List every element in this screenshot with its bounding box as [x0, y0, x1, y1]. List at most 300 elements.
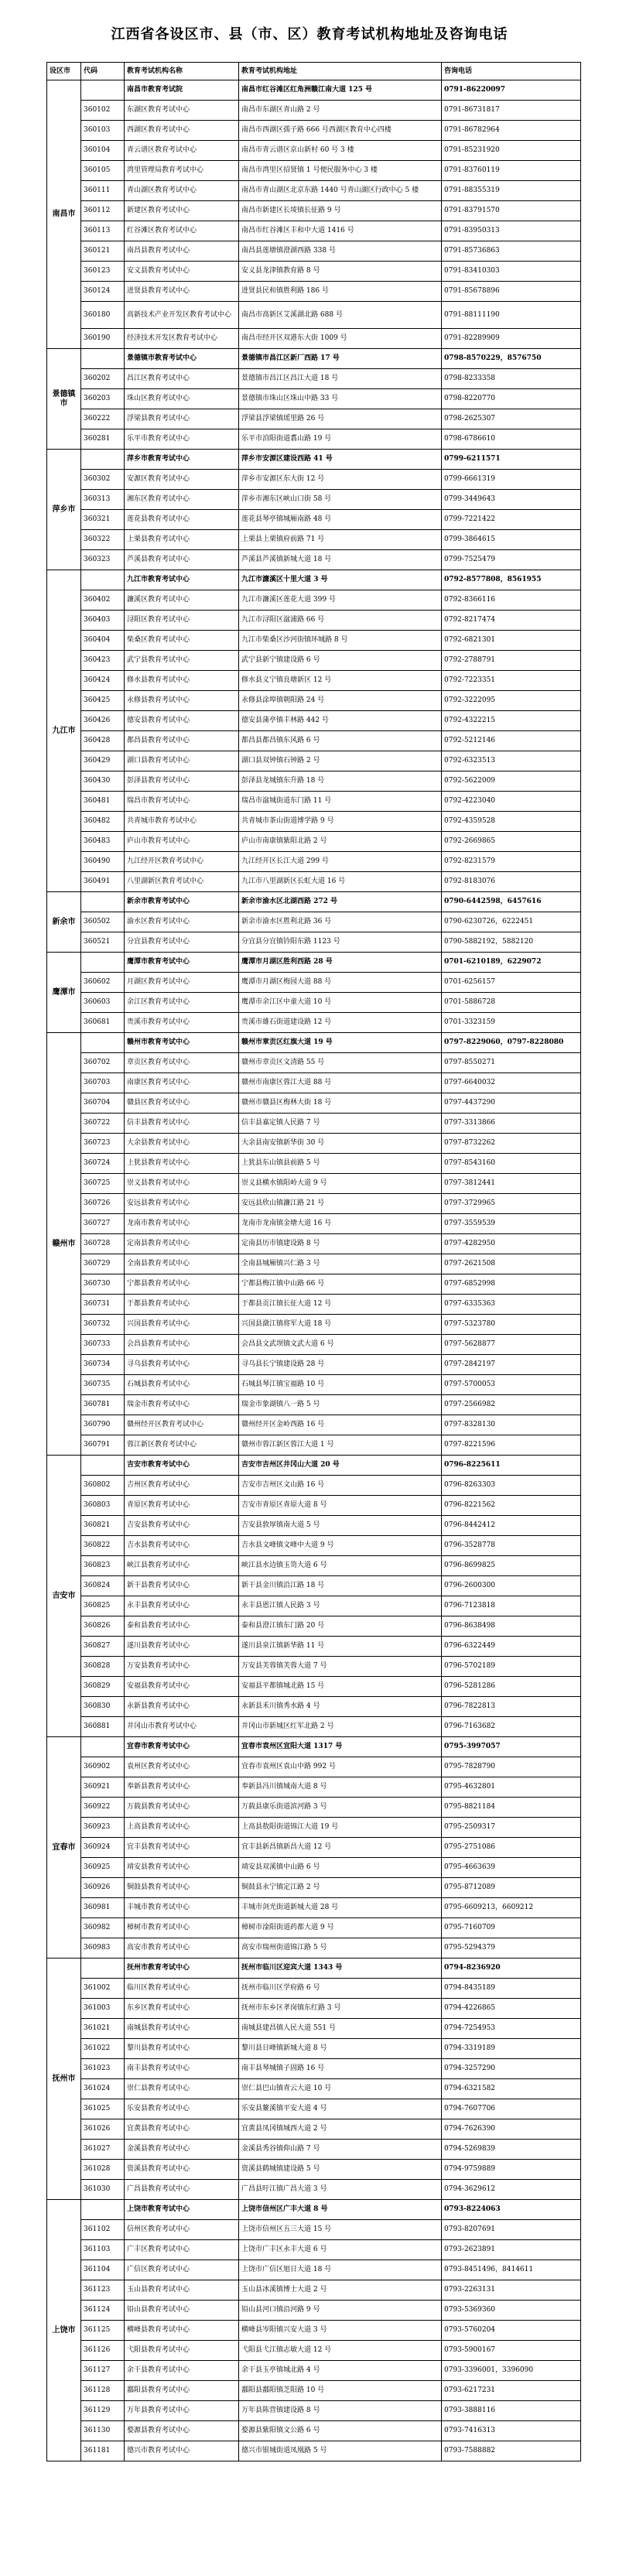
phone-cell: 0796-7163682: [442, 1717, 581, 1737]
address-cell: 九江市濂溪区莲花大道 399 号: [239, 590, 442, 611]
code-cell: 360124: [81, 282, 125, 302]
institution-name-cell: 丰城市教育考试中心: [125, 1898, 239, 1918]
phone-cell: 0790-6230726，6222451: [442, 912, 581, 932]
address-cell: 于都县贡江镇长征大道 12 号: [239, 1295, 442, 1315]
table-row: [47, 570, 581, 590]
institution-name-cell: 赣州经开区教育考试中心: [125, 1415, 239, 1435]
address-cell: 九江经开区长江大道 299 号: [239, 852, 442, 872]
table-row: [47, 1114, 581, 1134]
phone-cell: 0796-7822813: [442, 1697, 581, 1717]
institution-name-cell: 南昌市教育考试院: [125, 80, 239, 101]
address-cell: 崇仁县巴山镇青云大道 10 号: [239, 2079, 442, 2099]
phone-cell: 0793-2263131: [442, 2280, 581, 2301]
code-cell: 361022: [81, 2039, 125, 2059]
table-row: [47, 751, 581, 771]
institution-name-cell: 兴国县教育考试中心: [125, 1315, 239, 1335]
phone-cell: 0791-86731817: [442, 101, 581, 121]
table-row: [47, 671, 581, 691]
phone-cell: 0798-8233358: [442, 369, 581, 389]
table-row: [47, 2341, 581, 2361]
table-row: [47, 912, 581, 932]
code-cell: 360922: [81, 1798, 125, 1818]
code-cell: 360924: [81, 1838, 125, 1858]
address-cell: 宁都县梅江镇中山路 66 号: [239, 1274, 442, 1295]
address-cell: 兴国县潋江镇将军大道 18 号: [239, 1315, 442, 1335]
phone-cell: 0795-4663639: [442, 1858, 581, 1878]
address-cell: 永修县涂埠镇朝阳路 24 号: [239, 691, 442, 711]
table-row: [47, 262, 581, 282]
phone-cell: 0791-85678896: [442, 282, 581, 302]
region-cell: 宜春市: [47, 1737, 81, 1959]
phone-cell: 0794-5269839: [442, 2140, 581, 2160]
table-row: [47, 1878, 581, 1898]
address-cell: 安远县欣山镇濂江路 21 号: [239, 1194, 442, 1214]
phone-cell: 0797-5323780: [442, 1315, 581, 1335]
institution-name-cell: 瑞昌市教育考试中心: [125, 792, 239, 812]
address-cell: 莲花县琴亭镇城厢南路 48 号: [239, 510, 442, 530]
code-cell: 360829: [81, 1677, 125, 1697]
institution-name-cell: 泰和县教育考试中心: [125, 1616, 239, 1637]
code-cell: 360704: [81, 1093, 125, 1114]
address-cell: 吉安市吉州区文山路 16 号: [239, 1476, 442, 1496]
table-row: [47, 1657, 581, 1677]
institution-name-cell: 进贤县教育考试中心: [125, 282, 239, 302]
table-row: [47, 2079, 581, 2099]
phone-cell: 0796-8221562: [442, 1496, 581, 1516]
institution-name-cell: 赣县区教育考试中心: [125, 1093, 239, 1114]
table-row: [47, 892, 581, 912]
code-cell: 360731: [81, 1295, 125, 1315]
table-row: [47, 771, 581, 792]
table-row: [47, 141, 581, 161]
code-cell: 360781: [81, 1395, 125, 1415]
table-row: [47, 611, 581, 631]
table-row: [47, 1898, 581, 1918]
phone-cell: 0792-5622009: [442, 771, 581, 792]
phone-cell: 0791-88111190: [442, 302, 581, 329]
institution-name-cell: 蓉江新区教育考试中心: [125, 1435, 239, 1456]
table-row: [47, 550, 581, 570]
institution-name-cell: 峡江县教育考试中心: [125, 1556, 239, 1576]
code-cell: 360921: [81, 1777, 125, 1798]
institution-name-cell: 新干县教育考试中心: [125, 1576, 239, 1596]
region-cell: 上饶市: [47, 2200, 81, 2461]
table-row: [47, 2099, 581, 2119]
phone-cell: 0793-8224063: [442, 2200, 581, 2220]
address-cell: 萍乡市安源区建设西路 41 号: [239, 450, 442, 470]
table-row: [47, 1516, 581, 1536]
table-row: [47, 812, 581, 832]
code-cell: 360521: [81, 932, 125, 953]
code-cell: 360827: [81, 1637, 125, 1657]
table-row: [47, 349, 581, 369]
phone-cell: 0799-6661319: [442, 470, 581, 490]
institution-name-cell: 都昌县教育考试中心: [125, 731, 239, 751]
phone-cell: 0797-6852998: [442, 1274, 581, 1295]
code-cell: 360402: [81, 590, 125, 611]
phone-cell: 0701-5886728: [442, 993, 581, 1013]
table-row: [47, 1315, 581, 1335]
address-cell: 资溪县鹤城镇建设路 5 号: [239, 2160, 442, 2180]
institution-name-cell: 瑞金市教育考试中心: [125, 1395, 239, 1415]
address-cell: 宜春市袁州区宜阳大道 1317 号: [239, 1737, 442, 1757]
table-row: [47, 1697, 581, 1717]
table-row: [47, 1918, 581, 1938]
address-cell: 宜春市袁州区袁山中路 992 号: [239, 1757, 442, 1777]
table-row: [47, 1295, 581, 1315]
table-row: [47, 1375, 581, 1395]
institution-name-cell: 黎川县教育考试中心: [125, 2039, 239, 2059]
phone-cell: 0794-8435189: [442, 1979, 581, 1999]
institution-name-cell: 永修县教育考试中心: [125, 691, 239, 711]
institution-name-cell: 西湖区教育考试中心: [125, 121, 239, 141]
code-cell: 360430: [81, 771, 125, 792]
phone-cell: 0791-83760119: [442, 161, 581, 181]
table-row: [47, 389, 581, 409]
table-row: [47, 2280, 581, 2301]
table-row: [47, 1838, 581, 1858]
code-cell: 360923: [81, 1818, 125, 1838]
code-cell: 360982: [81, 1918, 125, 1938]
table-row: [47, 1033, 581, 1053]
phone-cell: 0797-8550271: [442, 1053, 581, 1073]
institution-name-cell: 吉水县教育考试中心: [125, 1536, 239, 1556]
institution-name-cell: 新余市教育考试中心: [125, 892, 239, 912]
institution-name-cell: 婺源县教育考试中心: [125, 2421, 239, 2441]
institution-name-cell: 湾里管理局教育考试中心: [125, 161, 239, 181]
address-cell: 景德镇市昌江区新厂西路 17 号: [239, 349, 442, 369]
phone-cell: 0799-3864615: [442, 530, 581, 550]
address-cell: 弋阳县弋江镇志敏大道 12 号: [239, 2341, 442, 2361]
phone-cell: 0792-6323513: [442, 751, 581, 771]
table-row: [47, 510, 581, 530]
institution-name-cell: 贵溪市教育考试中心: [125, 1013, 239, 1033]
address-cell: 南昌市湾里区招贤镇 1 号便民服务中心 3 楼: [239, 161, 442, 181]
table-row: [47, 1053, 581, 1073]
phone-cell: 0797-3812441: [442, 1174, 581, 1194]
institution-name-cell: 上高县教育考试中心: [125, 1818, 239, 1838]
address-cell: 遂川县泉江镇新华路 11 号: [239, 1637, 442, 1657]
phone-cell: 0797-8543160: [442, 1154, 581, 1174]
institution-name-cell: 武宁县教育考试中心: [125, 651, 239, 671]
phone-cell: 0797-2842197: [442, 1355, 581, 1375]
address-cell: 赣州市章贡区红旗大道 19 号: [239, 1033, 442, 1053]
code-cell: 361103: [81, 2240, 125, 2260]
table-row: [47, 1596, 581, 1616]
code-cell: 361128: [81, 2381, 125, 2401]
address-cell: 萍乡市湘东区峡山口街 58 号: [239, 490, 442, 510]
institution-name-cell: 浔阳区教育考试中心: [125, 611, 239, 631]
code-cell: 360428: [81, 731, 125, 751]
institution-name-cell: 遂川县教育考试中心: [125, 1637, 239, 1657]
code-cell: 360103: [81, 121, 125, 141]
phone-cell: 0794-7626390: [442, 2119, 581, 2140]
address-cell: 鹰潭市余江区中童大道 10 号: [239, 993, 442, 1013]
region-cell: 吉安市: [47, 1456, 81, 1737]
phone-cell: 0796-2600300: [442, 1576, 581, 1596]
table-row: [47, 1154, 581, 1174]
table-row: [47, 1134, 581, 1154]
table-row: [47, 691, 581, 711]
phone-cell: 0796-8638498: [442, 1616, 581, 1637]
address-cell: 上饶市广信区旭日大道 18 号: [239, 2260, 442, 2280]
code-cell: 360313: [81, 490, 125, 510]
address-cell: 景德镇市昌江区昌江大道 18 号: [239, 369, 442, 389]
phone-cell: 0797-3559539: [442, 1214, 581, 1234]
institution-name-cell: 吉安市教育考试中心: [125, 1456, 239, 1476]
address-cell: 都昌县都昌镇东风路 6 号: [239, 731, 442, 751]
institution-name-cell: 广信区教育考试中心: [125, 2260, 239, 2280]
address-cell: 泰和县澄江镇东门路 20 号: [239, 1616, 442, 1637]
institution-name-cell: 经济技术开发区教育考试中心: [125, 329, 239, 349]
address-cell: 南昌市青山湖区北京东路 1440 号青山湖区行政中心 5 楼: [239, 181, 442, 201]
code-cell: 360790: [81, 1415, 125, 1435]
code-cell: 360490: [81, 852, 125, 872]
address-cell: 石城县琴江镇宝福路 10 号: [239, 1375, 442, 1395]
region-cell: 鹰潭市: [47, 953, 81, 1033]
institution-name-cell: 樟树市教育考试中心: [125, 1918, 239, 1938]
address-cell: 上饶市信州区广丰大道 8 号: [239, 2200, 442, 2220]
phone-cell: 0792-4322215: [442, 711, 581, 731]
code-cell: 360423: [81, 651, 125, 671]
phone-cell: 0792-2669865: [442, 832, 581, 852]
table-row: [47, 2160, 581, 2180]
address-cell: 婺源县紫阳镇文公路 6 号: [239, 2421, 442, 2441]
address-cell: 南昌市红谷滩区丰和中大道 1416 号: [239, 221, 442, 241]
address-cell: 武宁县新宁镇建设路 6 号: [239, 651, 442, 671]
phone-cell: 0793-8451496，8414611: [442, 2260, 581, 2280]
institution-name-cell: 抚州市教育考试中心: [125, 1959, 239, 1979]
phone-cell: 0797-6335363: [442, 1295, 581, 1315]
table-row: [47, 872, 581, 892]
phone-cell: 0791-88355319: [442, 181, 581, 201]
institution-name-cell: 信丰县教育考试中心: [125, 1114, 239, 1134]
address-cell: 信丰县嘉定镇人民路 7 号: [239, 1114, 442, 1134]
address-cell: 上犹县东山镇县前路 5 号: [239, 1154, 442, 1174]
code-cell: 360403: [81, 611, 125, 631]
address-cell: 上栗县上栗镇府前路 71 号: [239, 530, 442, 550]
code-cell: 360925: [81, 1858, 125, 1878]
table-row: [47, 450, 581, 470]
code-cell: 361027: [81, 2140, 125, 2160]
phone-cell: 0794-3629612: [442, 2180, 581, 2200]
phone-cell: 0792-6821301: [442, 631, 581, 651]
phone-cell: 0792-3222095: [442, 691, 581, 711]
address-cell: 铜鼓县永宁镇定江路 2 号: [239, 1878, 442, 1898]
table-row: [47, 1496, 581, 1516]
address-cell: 南丰县琴城镇子固路 16 号: [239, 2059, 442, 2079]
institution-name-cell: 南城县教育考试中心: [125, 2019, 239, 2039]
address-cell: 上饶市信州区五三大道 15 号: [239, 2220, 442, 2240]
address-cell: 南昌市西湖区孺子路 666 号西湖区教育中心四楼: [239, 121, 442, 141]
institution-name-cell: 珠山区教育考试中心: [125, 389, 239, 409]
institution-name-cell: 上栗县教育考试中心: [125, 530, 239, 550]
code-cell: 361102: [81, 2220, 125, 2240]
address-cell: 庐山市南康镇紫阳北路 2 号: [239, 832, 442, 852]
table-row: [47, 1214, 581, 1234]
address-cell: 永新县禾川镇秀水路 4 号: [239, 1697, 442, 1717]
table-row: [47, 221, 581, 241]
institution-name-cell: 寻乌县教育考试中心: [125, 1355, 239, 1375]
table-row: [47, 1234, 581, 1254]
institution-name-cell: 信州区教育考试中心: [125, 2220, 239, 2240]
institution-name-cell: 袁州区教育考试中心: [125, 1757, 239, 1777]
table-row: [47, 1194, 581, 1214]
code-cell: 360791: [81, 1435, 125, 1456]
code-cell: 361002: [81, 1979, 125, 1999]
table-row: [47, 2301, 581, 2321]
address-cell: 奉新县冯川镇城南大道 8 号: [239, 1777, 442, 1798]
institution-name-cell: 红谷滩区教育考试中心: [125, 221, 239, 241]
phone-cell: 0793-7588882: [442, 2441, 581, 2461]
region-cell: 九江市: [47, 570, 81, 892]
address-cell: 赣州市赣县区梅林大街 18 号: [239, 1093, 442, 1114]
institution-name-cell: 铅山县教育考试中心: [125, 2301, 239, 2321]
institution-name-cell: 南昌县教育考试中心: [125, 241, 239, 262]
institution-name-cell: 乐安县教育考试中心: [125, 2099, 239, 2119]
table-row: [47, 282, 581, 302]
code-cell: 360483: [81, 832, 125, 852]
institution-name-cell: 乐平市教育考试中心: [125, 429, 239, 450]
code-cell: 360803: [81, 1496, 125, 1516]
phone-cell: 0793-5760204: [442, 2321, 581, 2341]
phone-cell: 0792-8366116: [442, 590, 581, 611]
phone-cell: 0797-8328130: [442, 1415, 581, 1435]
table-row: [47, 329, 581, 349]
address-cell: 大余县南安镇新华街 30 号: [239, 1134, 442, 1154]
address-cell: 萍乡市安源区东大街 12 号: [239, 470, 442, 490]
code-cell: 360502: [81, 912, 125, 932]
phone-cell: 0796-3528778: [442, 1536, 581, 1556]
address-cell: 南昌市红谷滩区红角洲赣江南大道 125 号: [239, 80, 442, 101]
address-cell: 广昌县旴江镇广昌大道 3 号: [239, 2180, 442, 2200]
institution-name-cell: 奉新县教育考试中心: [125, 1777, 239, 1798]
institution-name-cell: 横峰县教育考试中心: [125, 2321, 239, 2341]
table-body: [47, 80, 581, 2461]
institution-name-cell: 濂溪区教育考试中心: [125, 590, 239, 611]
address-cell: 新余市渝水区北湖西路 272 号: [239, 892, 442, 912]
institution-name-cell: 莲花县教育考试中心: [125, 510, 239, 530]
table-row: [47, 792, 581, 812]
code-cell: 360729: [81, 1254, 125, 1274]
institution-name-cell: 分宜县教育考试中心: [125, 932, 239, 953]
code-cell: 360481: [81, 792, 125, 812]
code-cell: 360725: [81, 1174, 125, 1194]
code-cell: 360881: [81, 1717, 125, 1737]
phone-cell: 0793-5900167: [442, 2341, 581, 2361]
phone-cell: 0791-83410303: [442, 262, 581, 282]
institution-name-cell: 南康区教育考试中心: [125, 1073, 239, 1093]
code-cell: 360822: [81, 1536, 125, 1556]
code-cell: 361181: [81, 2441, 125, 2461]
code-cell: 360821: [81, 1516, 125, 1536]
region-cell: 萍乡市: [47, 450, 81, 570]
table-header-row: [47, 63, 581, 80]
table-row: [47, 369, 581, 389]
header-address: 教育考试机构地址: [239, 63, 442, 80]
phone-cell: 0797-2621508: [442, 1254, 581, 1274]
phone-cell: 0795-5294379: [442, 1938, 581, 1959]
phone-cell: 0797-3313866: [442, 1114, 581, 1134]
code-cell: [81, 570, 125, 590]
table-row: [47, 302, 581, 329]
phone-cell: 0795-6609213，6609212: [442, 1898, 581, 1918]
code-cell: 360983: [81, 1938, 125, 1959]
address-cell: 彭泽县龙城镇东升路 18 号: [239, 771, 442, 792]
address-cell: 高安市瑞州街道锦江路 5 号: [239, 1938, 442, 1959]
region-cell: 赣州市: [47, 1033, 81, 1456]
region-cell: 南昌市: [47, 80, 81, 349]
institution-name-cell: 宜丰县教育考试中心: [125, 1838, 239, 1858]
code-cell: 361003: [81, 1999, 125, 2019]
code-cell: 360735: [81, 1375, 125, 1395]
address-cell: 抚州市临川区迎宾大道 1343 号: [239, 1959, 442, 1979]
institution-name-cell: 德兴市教育考试中心: [125, 2441, 239, 2461]
code-cell: 360724: [81, 1154, 125, 1174]
code-cell: 361026: [81, 2119, 125, 2140]
table-row: [47, 2140, 581, 2160]
phone-cell: 0793-3888116: [442, 2401, 581, 2421]
code-cell: 360302: [81, 470, 125, 490]
table-row: [47, 1476, 581, 1496]
institution-name-cell: 井冈山市教育考试中心: [125, 1717, 239, 1737]
institution-name-cell: 余江区教育考试中心: [125, 993, 239, 1013]
table-row: [47, 1858, 581, 1878]
institution-name-cell: 浮梁县教育考试中心: [125, 409, 239, 429]
institution-name-cell: 上犹县教育考试中心: [125, 1154, 239, 1174]
phone-cell: 0701-6210189，6229072: [442, 953, 581, 973]
address-cell: 南昌市高新区艾溪湖北路 688 号: [239, 302, 442, 329]
phone-cell: 0795-7828790: [442, 1757, 581, 1777]
address-cell: 上饶市广丰区永丰大道 6 号: [239, 2240, 442, 2260]
table-row: [47, 1174, 581, 1194]
institution-name-cell: 月湖区教育考试中心: [125, 973, 239, 993]
code-cell: 361129: [81, 2401, 125, 2421]
address-cell: 吉水县文峰镇文峰中大道 9 号: [239, 1536, 442, 1556]
institution-name-cell: 九江市教育考试中心: [125, 570, 239, 590]
phone-cell: 0795-2509317: [442, 1818, 581, 1838]
institution-name-cell: 全南县教育考试中心: [125, 1254, 239, 1274]
address-cell: 南昌市经开区双港东大街 1009 号: [239, 329, 442, 349]
code-cell: [81, 450, 125, 470]
address-cell: 新干县金川镇沿江路 18 号: [239, 1576, 442, 1596]
phone-cell: 0796-5281286: [442, 1677, 581, 1697]
phone-cell: 0798-2625307: [442, 409, 581, 429]
phone-cell: 0791-83950313: [442, 221, 581, 241]
code-cell: 360902: [81, 1757, 125, 1777]
institution-name-cell: 金溪县教育考试中心: [125, 2140, 239, 2160]
institution-name-cell: 景德镇市教育考试中心: [125, 349, 239, 369]
table-row: [47, 832, 581, 852]
address-cell: 樟树市淦阳街道药都大道 9 号: [239, 1918, 442, 1938]
table-row: [47, 590, 581, 611]
address-cell: 上高县敖阳街道锦江大道 19 号: [239, 1818, 442, 1838]
address-cell: 龙南市龙南镇金塘大道 16 号: [239, 1214, 442, 1234]
institution-name-cell: 永丰县教育考试中心: [125, 1596, 239, 1616]
code-cell: 360730: [81, 1274, 125, 1295]
code-cell: 360104: [81, 141, 125, 161]
address-cell: 瑞昌市湓城街道东门路 11 号: [239, 792, 442, 812]
table-row: [47, 1798, 581, 1818]
institution-name-cell: 崇义县教育考试中心: [125, 1174, 239, 1194]
address-cell: 鹰潭市月湖区梅园大道 88 号: [239, 973, 442, 993]
table-row: [47, 1757, 581, 1777]
table-row: [47, 631, 581, 651]
address-cell: 安义县龙津镇教育路 8 号: [239, 262, 442, 282]
phone-cell: 0796-8225611: [442, 1456, 581, 1476]
table-row: [47, 1677, 581, 1697]
code-cell: 360424: [81, 671, 125, 691]
